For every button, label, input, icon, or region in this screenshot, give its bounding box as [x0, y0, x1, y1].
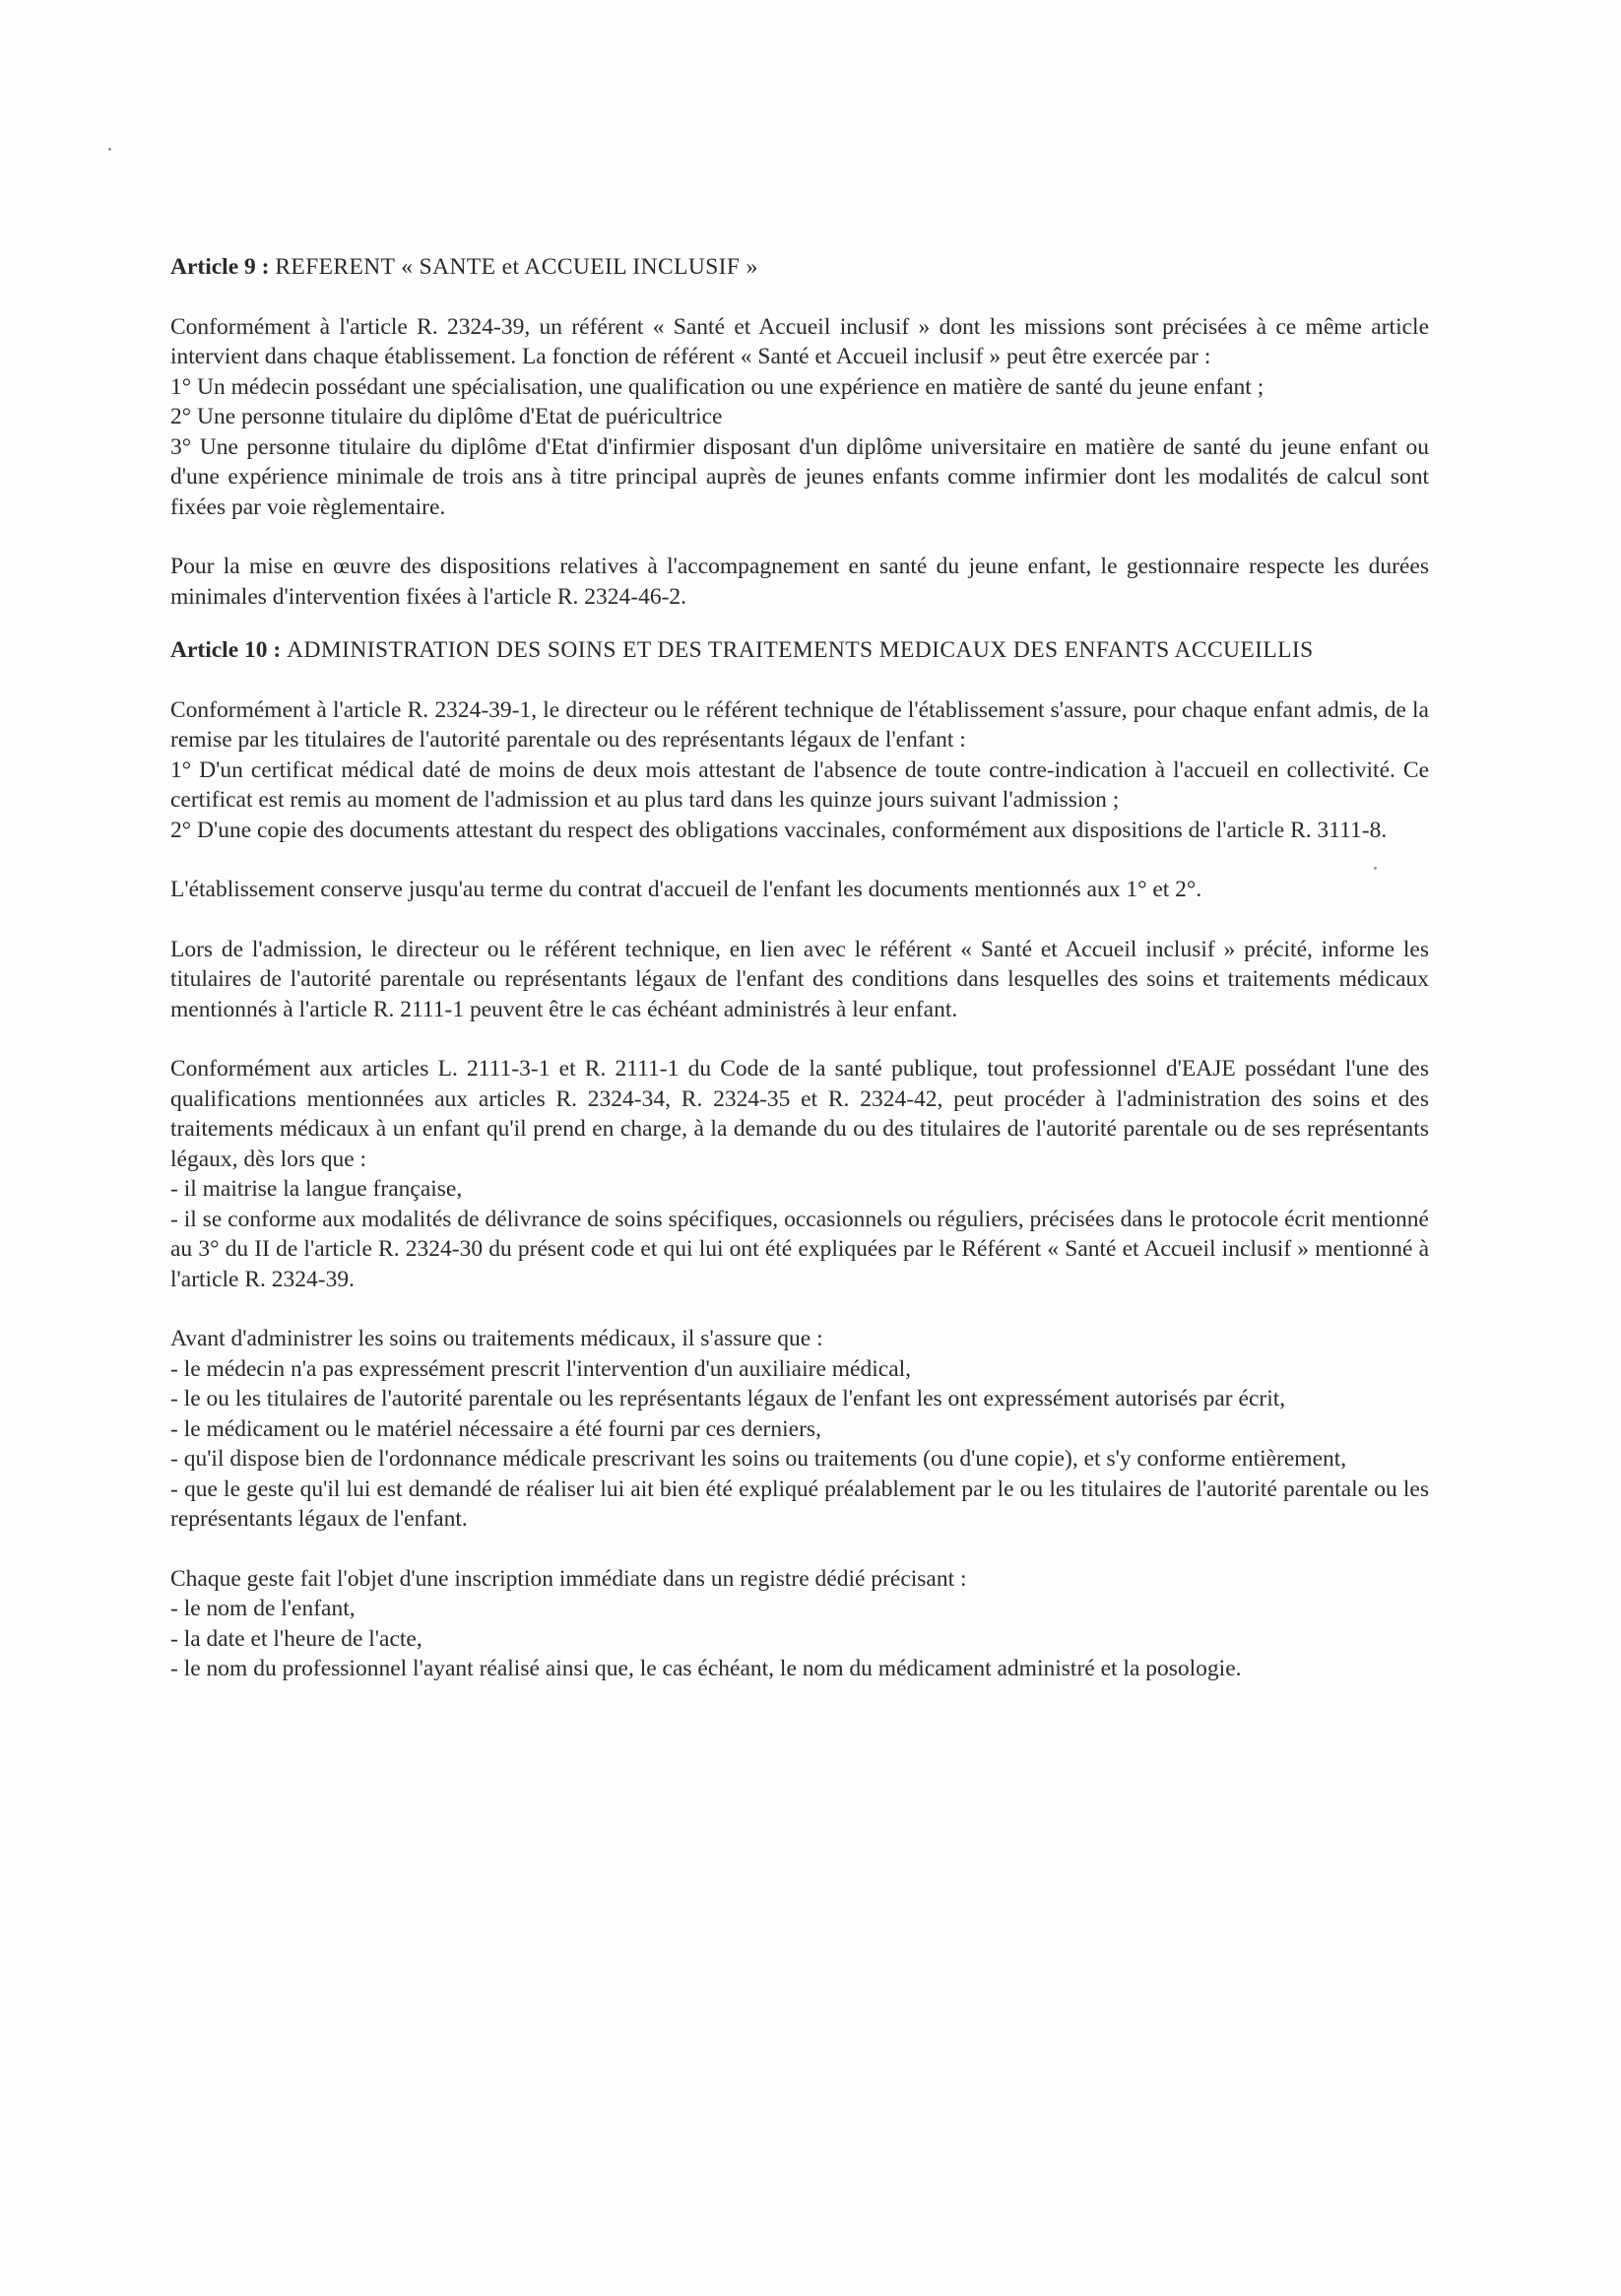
paragraph-text: Avant d'administrer les soins ou traitements médicaux, il s'assure que : [170, 1326, 823, 1351]
article-10-heading [170, 635, 1429, 666]
list-item: 2° D'une copie des documents attestant du respect des obligations vaccinales, conformément aux dispositions de l'article R. 3111-8. [170, 817, 1388, 843]
list-item: - le médecin n'a pas expressément prescrit l'intervention d'un auxiliaire médical, [170, 1355, 912, 1382]
article-9-heading [170, 252, 1429, 283]
list-item: 2° Une personne titulaire du diplôme d'Etat de puéricultrice [170, 404, 723, 429]
scan-speck [108, 148, 111, 151]
article-10-paragraph-3 [170, 935, 1429, 1025]
paragraph-text: Chaque geste fait l'objet d'une inscription immédiate dans un registre dédié précisant : [170, 1565, 967, 1592]
paragraph-text: Lors de l'admission, le directeur ou le référent technique, en lien avec le référent « Santé et Accueil inclusif » précité, informe les titulaires de l'autorité parentale ou représentants légaux de l'enfant des conditions dans lesquelles des soins et traitements médicaux mentionnés à l'article R. 2111-1 peuvent être le cas échéant administrés à leur enfant. [170, 936, 1429, 1022]
list-item: 1° Un médecin possédant une spécialisation, une qualification ou une expérience en matière de santé du jeune enfant ; [170, 373, 1264, 400]
list-item: - le nom du professionnel l'ayant réalisé ainsi que, le cas échéant, le nom du médicament administré et la posologie. [170, 1656, 1242, 1681]
article-10-paragraph-6 [170, 1564, 1429, 1684]
list-item: 3° Une personne titulaire du diplôme d'Etat d'infirmier disposant d'un diplôme universitaire en matière de santé du jeune enfant ou d'une expérience minimale de trois ans à titre principal auprès de jeunes enfants comme infirmier dont les modalités de calcul sont fixées par voie règlementaire. [170, 433, 1429, 520]
article-10-paragraph-1 [170, 695, 1429, 846]
list-item: - que le geste qu'il lui est demandé de réaliser lui ait bien été expliqué préalablement par le ou les titulaires de l'autorité parentale ou les représentants légaux de l'enfant. [170, 1476, 1429, 1532]
list-item: - il maitrise la langue française, [170, 1176, 463, 1202]
paragraph-text: L'établissement conserve jusqu'au terme du contrat d'accueil de l'enfant les documents mentionnés aux 1° et 2°. [170, 877, 1202, 902]
list-item: 1° D'un certificat médical daté de moins de deux mois attestant de l'absence de toute contre-indication à l'accueil en collectivité. Ce certificat est remis au moment de l'admission et au plus tard dans les quinze jours suivant l'admission ; [170, 756, 1429, 813]
paragraph-text: Conformément à l'article R. 2324-39-1, le directeur ou le référent technique de l'établissement s'assure, pour chaque enfant admis, de la remise par les titulaires de l'autorité parentale ou des représentants légaux de l'enfant : [170, 696, 1429, 753]
article-10-label: Article 10 : [170, 637, 282, 663]
article-9-title: REFERENT « SANTE et ACCUEIL INCLUSIF » [275, 254, 758, 280]
article-10-title: ADMINISTRATION DES SOINS ET DES TRAITEMENTS MEDICAUX DES ENFANTS ACCUEILLIS [287, 637, 1314, 663]
article-9-label: Article 9 : [170, 254, 270, 280]
list-item: - il se conforme aux modalités de délivrance de soins spécifiques, occasionnels ou réguliers, précisées dans le protocole écrit mentionné au 3° du II de l'article R. 2324-30 du présent code et qui lui ont été expliquées par le Référent « Santé et Accueil inclusif » mentionné à l'article R. 2324-39. [170, 1206, 1429, 1292]
article-10-paragraph-2 [170, 875, 1429, 905]
article-9-paragraph-2 [170, 552, 1429, 612]
list-item: - le médicament ou le matériel nécessaire a été fourni par ces derniers, [170, 1415, 821, 1442]
article-10-paragraph-5 [170, 1324, 1429, 1535]
article-9-paragraph-1 [170, 312, 1429, 523]
list-item: - le nom de l'enfant, [170, 1596, 356, 1621]
list-item: - le ou les titulaires de l'autorité parentale ou les représentants légaux de l'enfant les ont expressément autorisés par écrit, [170, 1386, 1286, 1411]
paragraph-text: Conformément aux articles L. 2111-3-1 et R. 2111-1 du Code de la santé publique, tout professionnel d'EAJE possédant l'une des qualifications mentionnées aux articles R. 2324-34, R. 2324-35 et R. 2324-42, peut procéder à l'administration des soins et des traitements médicaux à un enfant qu'il prend en charge, à la demande du ou des titulaires de l'autorité parentale ou de ses représentants légaux, dès lors que : [170, 1056, 1429, 1172]
list-item: - la date et l'heure de l'acte, [170, 1625, 422, 1652]
paragraph-text: Conformément à l'article R. 2324-39, un référent « Santé et Accueil inclusif » dont les missions sont précisées à ce même article intervient dans chaque établissement. La fonction de référent « Santé et Accueil inclusif » peut être exercée par : [170, 313, 1429, 369]
page-content [170, 252, 1429, 1714]
article-10-paragraph-4 [170, 1054, 1429, 1294]
paragraph-text: Pour la mise en œuvre des dispositions relatives à l'accompagnement en santé du jeune enfant, le gestionnaire respecte les durées minimales d'intervention fixées à l'article R. 2324-46-2. [170, 554, 1429, 610]
list-item: - qu'il dispose bien de l'ordonnance médicale prescrivant les soins ou traitements (ou d'une copie), et s'y conforme entièrement, [170, 1446, 1347, 1472]
